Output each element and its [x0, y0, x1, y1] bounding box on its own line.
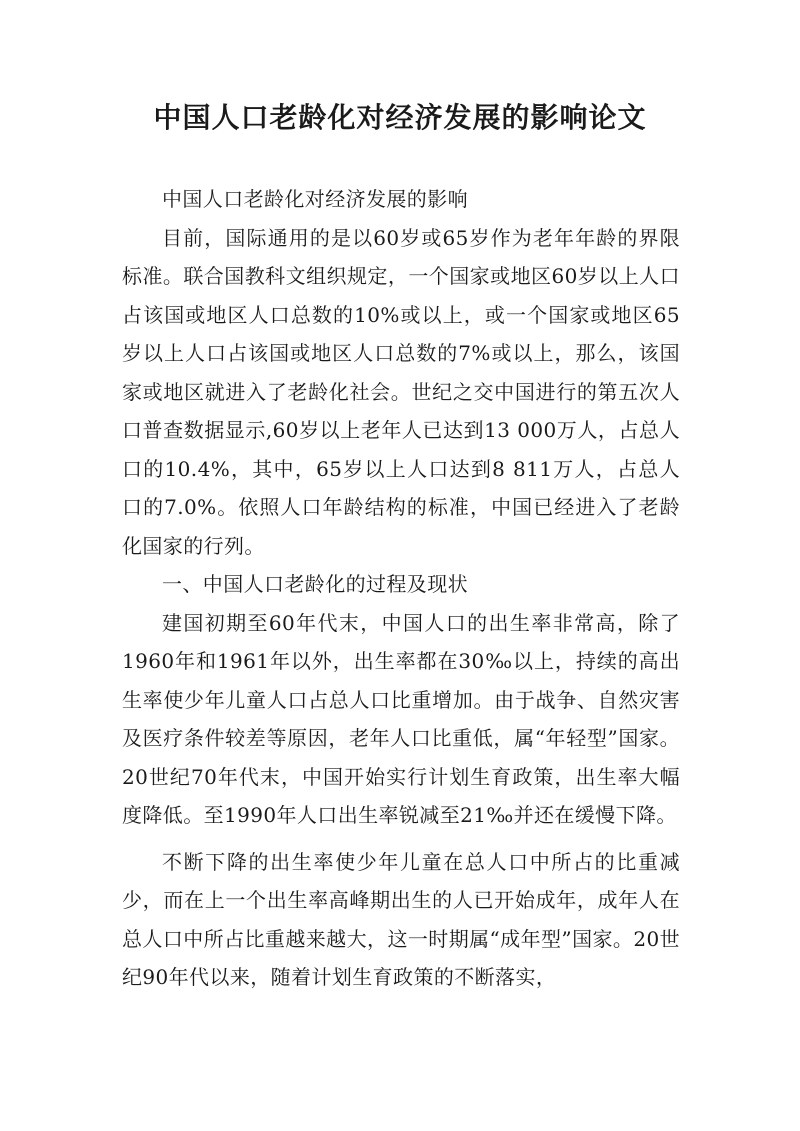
- subtitle-paragraph: 中国人口老龄化对经济发展的影响: [162, 187, 468, 211]
- document-title: 中国人口老龄化对经济发展的影响论文: [153, 101, 647, 134]
- body-paragraph: 建国初期至60年代末，中国人口的出生率非常高，除了1960年和1961年以外，出生率都在30‰以上，持续的高出生率使少年儿童人口占总人口比重增加。由于战争、自然灾害及医疗条件较差等原因，老年人口比重低，属“年轻型”国家。20世纪70年代末，中国开始实行计划生育政策，出生率大幅度降低。至1990年人口出生率锐减至21‰并还在缓慢下降。: [122, 610, 680, 827]
- document-body: [122, 180, 680, 997]
- body-paragraph: 不断下降的出生率使少年儿童在总人口中所占的比重减少，而在上一个出生率高峰期出生的人已开始成年，成年人在总人口中所占比重越来越大，这一时期属“成年型”国家。20世纪90年代以来，随着计划生育政策的不断落实，: [122, 849, 680, 989]
- section-heading: 一、中国人口老龄化的过程及现状: [162, 572, 468, 596]
- body-paragraph: 目前，国际通用的是以60岁或65岁作为老年年龄的界限标准。联合国教科文组织规定，一个国家或地区60岁以上人口占该国或地区人口总数的10%或以上，或一个国家或地区65岁以上人口占该国或地区人口总数的7%或以上，那么，该国家或地区就进入了老龄化社会。世纪之交中国进行的第五次人口普查数据显示,60岁以上老年人已达到13 000万人，占总人口的10.4%，其中，65岁以上人口达到8 811万人，占总人口的7.0%。依照人口年龄结构的标准，中国已经进入了老龄化国家的行列。: [122, 225, 680, 558]
